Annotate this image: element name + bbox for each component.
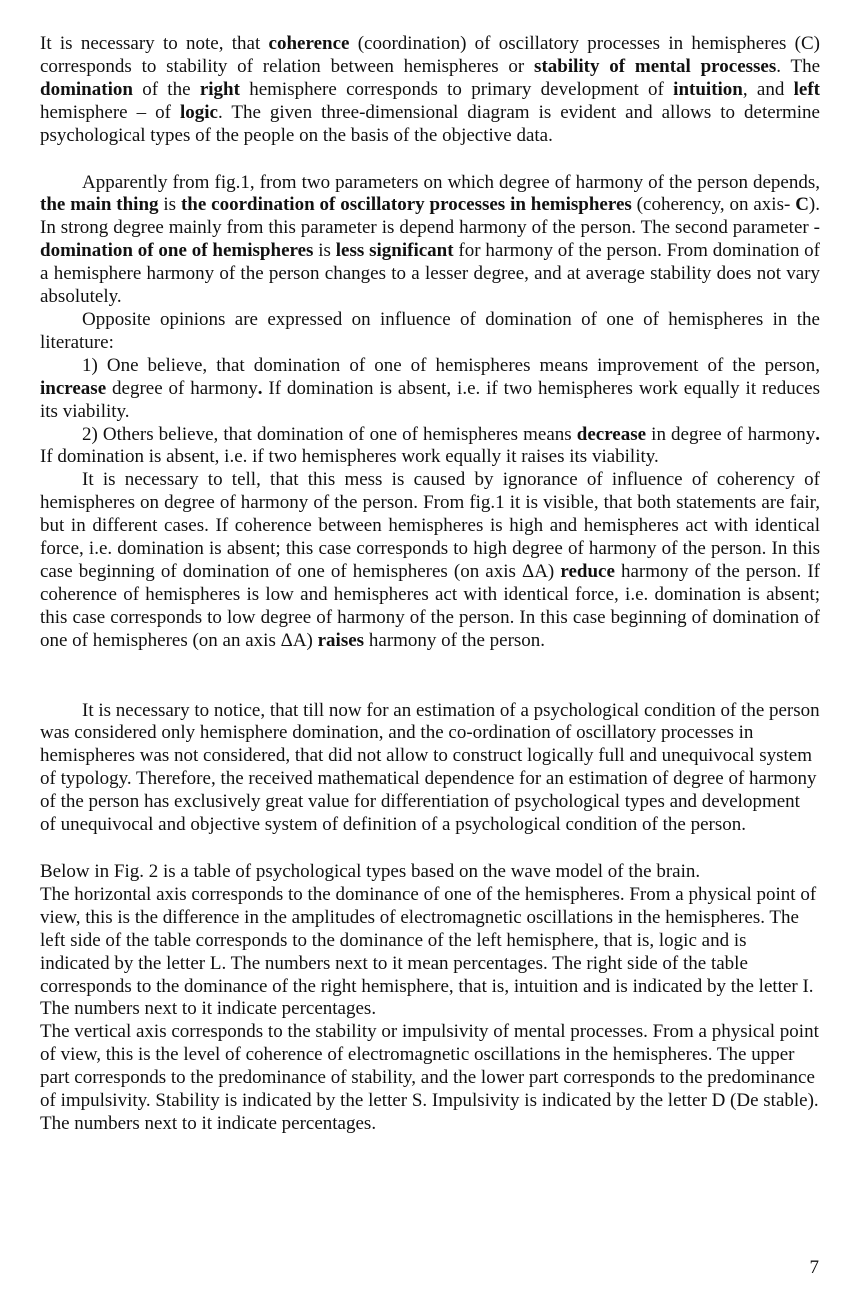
text-run: hemisphere – of	[40, 101, 180, 123]
paragraph-mess-explanation	[40, 469, 820, 652]
paragraph-fig2-intro	[40, 861, 820, 884]
text-run: of the	[132, 78, 200, 100]
text-run: 2) Others believe, that domination of one of hemispheres means	[82, 423, 577, 445]
bold-text-run: .	[815, 423, 820, 445]
paragraph-vertical-axis	[40, 1021, 820, 1136]
text-run: . The	[776, 55, 820, 77]
bold-text-run: reduce	[560, 560, 615, 582]
bold-text-run: right	[199, 78, 240, 100]
text-run: in degree of harmony	[646, 423, 816, 445]
bold-text-run: increase	[40, 377, 107, 399]
paragraph-horizontal-axis	[40, 884, 820, 1021]
bold-text-run: intuition	[673, 78, 743, 100]
paragraph-coherence-definition	[40, 33, 820, 148]
paragraph-estimation-note	[40, 700, 820, 837]
bold-text-run: domination of one of hemispheres	[40, 240, 314, 262]
text-run: degree of harmony	[106, 377, 258, 399]
page-number: 7	[809, 1257, 819, 1278]
bold-text-run: left	[793, 78, 820, 100]
text-run: 1) One believe, that domination of one of hemispheres means improvement of the person,	[82, 354, 820, 376]
text-run: is	[158, 194, 181, 216]
bold-text-run: logic	[179, 101, 218, 123]
text-run: harmony of the person.	[364, 629, 546, 651]
text-run: The vertical axis corresponds to the stability or impulsivity of mental processes. From a physical point of view, this is the level of coherence of electromagnetic oscillations in the hemispheres. The upper part corresponds to the predominance of stability, and the lower part corresponds to the predominance of impulsivity. Stability is indicated by the letter S. Impulsivity is indicated by the letter D (De stable). The numbers next to it indicate percentages.	[40, 1021, 819, 1134]
bold-text-run: domination	[40, 78, 133, 100]
bold-text-run: stability of mental processes	[534, 55, 777, 77]
text-run: is	[313, 240, 336, 262]
bold-text-run: the main thing	[40, 194, 159, 216]
text-run: harmony of the person. If coherence of hemispheres is low and hemispheres act with identical force, i.e. domination is absent; this case corresponds to low degree of harmony of the person. In this case beginning of domination of one of hemispheres (on an axis ΔA)	[40, 560, 820, 651]
bold-text-run: decrease	[576, 423, 647, 445]
text-run: If domination is absent, i.e. if two hemispheres work equally it raises its viability.	[40, 446, 659, 468]
text-run: for harmony of the person. From domination of a hemisphere harmony of the person changes to a lesser degree, and at average stability does not vary absolutely.	[40, 240, 820, 308]
list-item-opinion-1	[40, 355, 820, 424]
text-run: It is necessary to tell, that this mess is caused by ignorance of influence of coherency of hemispheres on degree of harmony of the person. From fig.1 it is visible, that both statements are fair, but in different cases. If coherence between hemispheres is high and hemispheres act with identical force, i.e. domination is absent; this case corresponds to high degree of harmony of the person. In this case beginning of domination of one of hemispheres (on axis ΔA)	[40, 469, 820, 582]
text-run: It is necessary to note, that	[40, 33, 269, 54]
text-run: (coherency, on axis-	[631, 194, 796, 216]
text-run: It is necessary to notice, that till now for an estimation of a psychological condition of the person was considered only hemisphere domination, and the co-ordination of oscillatory processes in hemispheres was not considered, that did not allow to construct logically full and unequivocal system of typology. Therefore, the received mathematical dependence for an estimation of degree of harmony of the person has exclusively great value for differentiation of psychological types and development of unequivocal and objective system of definition of a psychological condition of the person.	[40, 699, 820, 836]
list-item-opinion-2	[40, 424, 820, 470]
paragraph-opposite-opinions	[40, 309, 820, 355]
document-page	[40, 33, 820, 1136]
bold-text-run: the coordination of oscillatory processes in hemispheres	[180, 194, 632, 216]
bold-text-run: less significant	[335, 240, 454, 262]
bold-text-run: raises	[317, 629, 365, 651]
text-run: hemisphere corresponds to primary development of	[239, 78, 674, 100]
text-run: ). In strong degree mainly from this parameter is depend harmony of the person. The second parameter -	[40, 194, 820, 239]
text-run: Opposite opinions are expressed on influence of domination of one of hemispheres in the literature:	[40, 308, 820, 353]
text-run: . The given three-dimensional diagram is evident and allows to determine psychological types of the people on the basis of the objective data.	[40, 101, 820, 146]
bold-text-run: coherence	[268, 33, 350, 54]
text-run: Apparently from fig.1, from two parameters on which degree of harmony of the person depends,	[82, 171, 820, 193]
paragraph-fig1-parameters	[40, 172, 820, 309]
text-run: If domination is absent, i.e. if two hemispheres work equally it reduces its viability.	[40, 377, 820, 422]
bold-text-run: C	[795, 194, 809, 216]
text-run: The horizontal axis corresponds to the dominance of one of the hemispheres. From a physical point of view, this is the difference in the amplitudes of electromagnetic oscillations in the hemispheres. The left side of the table corresponds to the dominance of the left hemisphere, that is, logic and is indicated by the letter L. The numbers next to it mean percentages. The right side of the table corresponds to the dominance of the right hemisphere, that is, intuition and is indicated by the letter I. The numbers next to it indicate percentages.	[40, 883, 817, 1020]
bold-text-run: .	[257, 377, 263, 399]
text-run: , and	[742, 78, 794, 100]
text-run: Below in Fig. 2 is a table of psychological types based on the wave model of the brain.	[40, 861, 701, 882]
text-run: (coordination) of oscillatory processes in hemispheres (C) corresponds to stability of relation between hemispheres or	[40, 33, 820, 77]
